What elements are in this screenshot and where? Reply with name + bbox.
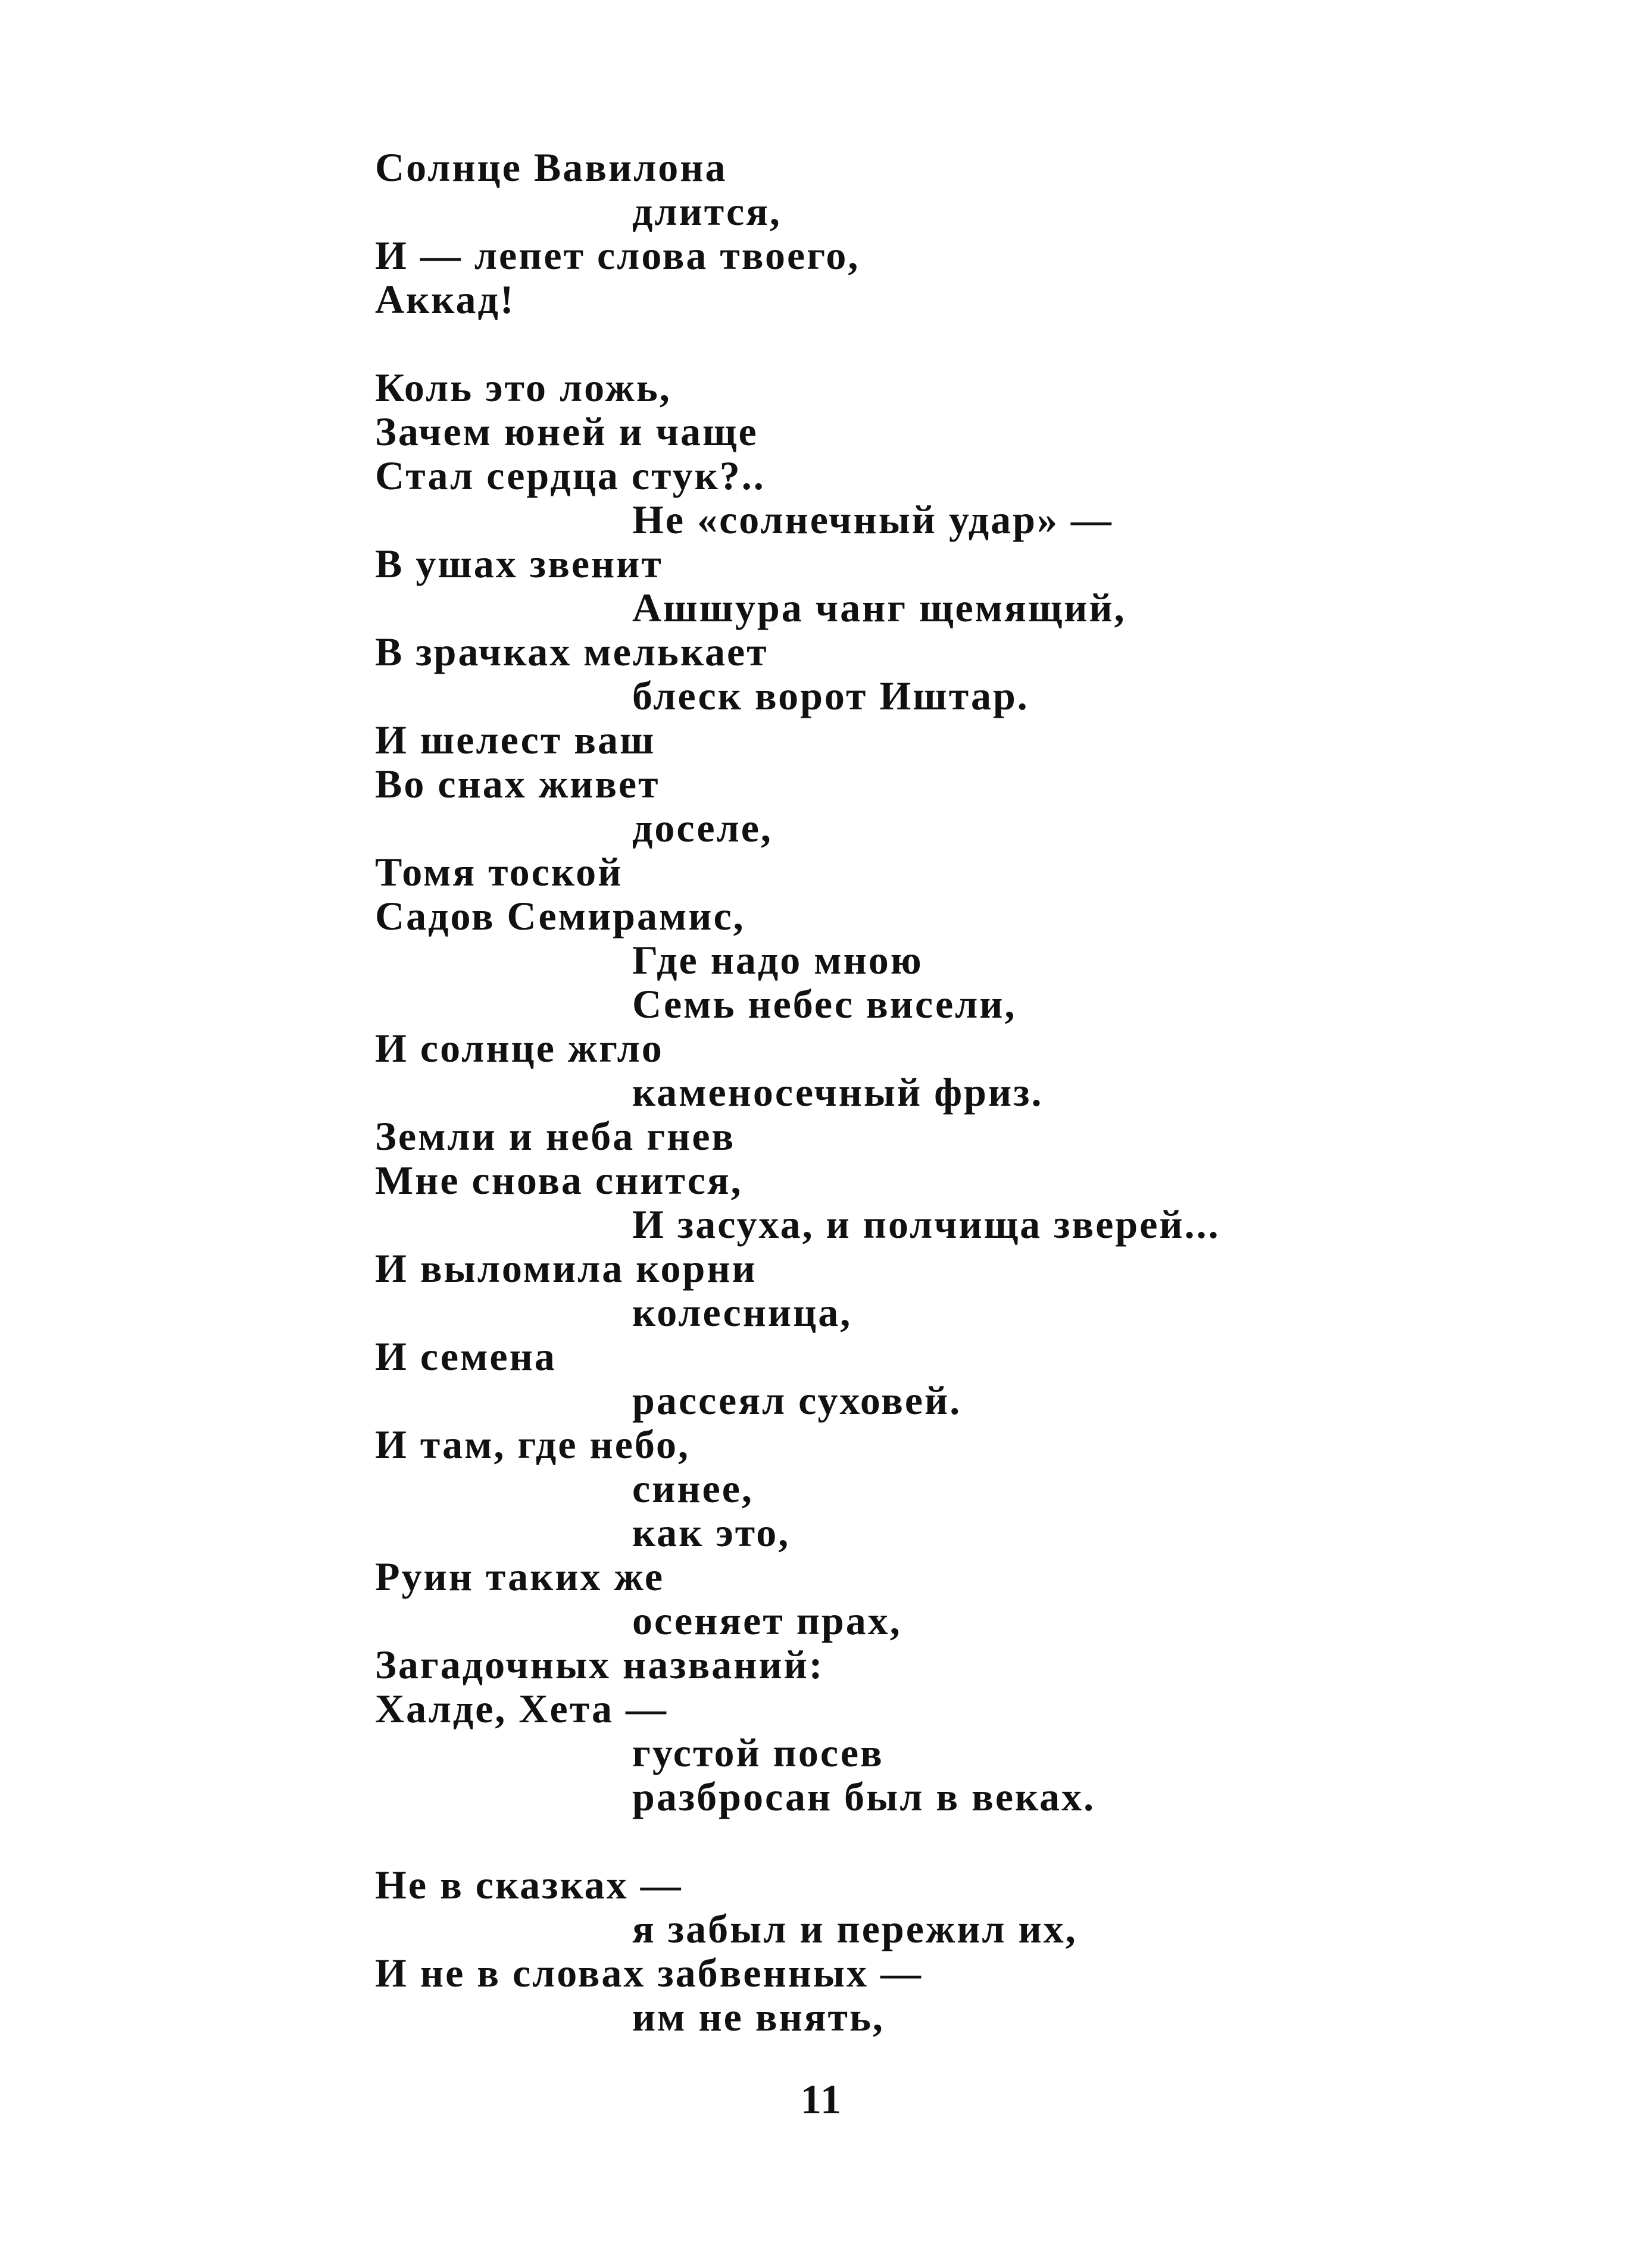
poem-line: доселе, <box>632 805 773 850</box>
poem-line: И — лепет слова твоего, <box>375 233 860 278</box>
poem-line: Где надо мною <box>632 937 923 983</box>
poem-line: синее, <box>632 1466 754 1511</box>
poem-line: разбросан был в веках. <box>632 1774 1096 1819</box>
poem-line: И солнце жгло <box>375 1025 664 1071</box>
poem-line: И шелест ваш <box>375 717 656 762</box>
poem-line: я забыл и пережил их, <box>632 1906 1077 1951</box>
poem-line: В ушах звенит <box>375 541 663 586</box>
stanza-2 <box>375 365 1220 1819</box>
poem-line: Солнце Вавилона <box>375 145 727 190</box>
poem-line: Руин таких же <box>375 1554 665 1599</box>
poem-line: И засуха, и полчища зверей... <box>632 1202 1220 1247</box>
page-number: 11 <box>800 2077 843 2123</box>
poem-line: Ашшура чанг щемящий, <box>632 585 1126 630</box>
poem-line: Не «солнечный удар» — <box>632 497 1113 542</box>
poem-line: им не внять, <box>632 1994 885 2039</box>
poem-line: каменосечный фриз. <box>632 1069 1044 1115</box>
poem-line: блеск ворот Иштар. <box>632 673 1029 718</box>
poem-line: И не в словах забвенных — <box>375 1950 923 1995</box>
poem-line: Зачем юней и чаще <box>375 409 758 454</box>
poem-line: Томя тоской <box>375 849 623 894</box>
poem-line: длится, <box>632 189 782 234</box>
poem-line: Земли и неба гнев <box>375 1113 736 1159</box>
poem-line: колесница, <box>632 1290 852 1335</box>
poem-line: В зрачках мелькает <box>375 629 769 674</box>
stanza-1 <box>375 145 1220 321</box>
poem-line: рассеял суховей. <box>632 1378 962 1423</box>
poem-line: И выломила корни <box>375 1246 757 1291</box>
poem-line: как это, <box>632 1510 791 1555</box>
poem-line: Загадочных названий: <box>375 1642 824 1687</box>
poem-line: И там, где небо, <box>375 1422 690 1467</box>
poem-line: Халде, Хета — <box>375 1686 668 1731</box>
poem-line: Аккад! <box>375 277 516 322</box>
poem-line: Коль это ложь, <box>375 365 671 410</box>
poem-line: Стал сердца стук?.. <box>375 453 766 498</box>
poem-line: Во снах живет <box>375 761 660 806</box>
poem-line: Садов Семирамис, <box>375 893 745 939</box>
poem-line: И семена <box>375 1334 557 1379</box>
poem-line: густой посев <box>632 1730 884 1775</box>
poem-line: Семь небес висели, <box>632 981 1017 1027</box>
poem <box>375 145 1220 2039</box>
stanza-3 <box>375 1863 1220 2039</box>
poem-line: осеняет прах, <box>632 1598 902 1643</box>
poem-line: Не в сказках — <box>375 1862 683 1907</box>
poem-line: Мне снова снится, <box>375 1158 743 1203</box>
